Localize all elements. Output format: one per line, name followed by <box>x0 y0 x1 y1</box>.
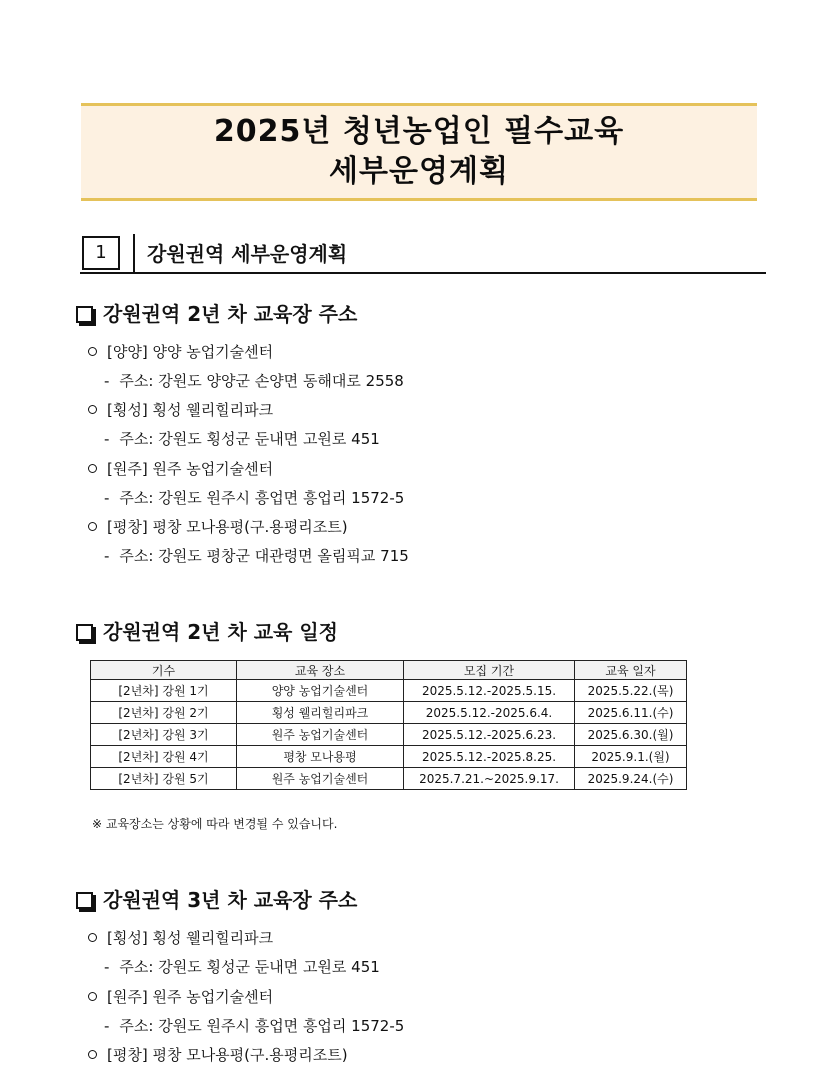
table-cell: 원주 농업기술센터 <box>237 768 404 790</box>
table-row <box>91 746 687 768</box>
year2-schedule-heading-text: 강원권역 2년 차 교육 일정 <box>103 620 338 644</box>
section-header <box>80 234 766 274</box>
list-item <box>104 487 404 509</box>
table-row <box>91 724 687 746</box>
list-item <box>104 545 409 567</box>
table-cell: [2년차] 강원 4기 <box>91 746 237 768</box>
column-header: 모집 기간 <box>404 661 575 680</box>
list-item <box>88 458 273 480</box>
table-cell: 양양 농업기술센터 <box>237 680 404 702</box>
column-header: 교육 일자 <box>575 661 687 680</box>
site-name: [원주] 원주 농업기술센터 <box>107 460 274 478</box>
section-number: 1 <box>82 236 120 270</box>
table-row <box>91 680 687 702</box>
list-item <box>88 341 273 363</box>
schedule-table <box>90 660 687 790</box>
table-cell: [2년차] 강원 1기 <box>91 680 237 702</box>
table-cell: [2년차] 강원 2기 <box>91 702 237 724</box>
table-cell: 2025.5.12.-2025.6.23. <box>404 724 575 746</box>
site-address: 주소: 강원도 횡성군 둔내면 고원로 451 <box>119 958 380 976</box>
table-row <box>91 702 687 724</box>
dash-icon: - <box>104 489 110 507</box>
dash-icon: - <box>104 430 110 448</box>
site-address: 주소: 강원도 횡성군 둔내면 고원로 451 <box>119 430 380 448</box>
column-header: 교육 장소 <box>237 661 404 680</box>
table-cell: 2025.5.22.(목) <box>575 680 687 702</box>
table-cell: 횡성 웰리힐리파크 <box>237 702 404 724</box>
hollow-circle-icon <box>88 464 97 473</box>
hollow-circle-icon <box>88 522 97 531</box>
schedule-note: ※ 교육장소는 상황에 따라 변경될 수 있습니다. <box>92 817 338 831</box>
table-cell: 원주 농업기술센터 <box>237 724 404 746</box>
table-header-row <box>91 661 687 680</box>
site-name: [평창] 평창 모나용평(구.용평리조트) <box>107 1046 348 1064</box>
table-cell: 2025.6.30.(월) <box>575 724 687 746</box>
dash-icon: - <box>104 1017 110 1035</box>
list-item <box>104 370 404 392</box>
hollow-circle-icon <box>88 405 97 414</box>
year2-sites-heading-text: 강원권역 2년 차 교육장 주소 <box>103 302 358 326</box>
square-box-icon <box>76 624 93 641</box>
site-name: [원주] 원주 농업기술센터 <box>107 988 274 1006</box>
year2-schedule-heading <box>76 618 338 646</box>
hollow-circle-icon <box>88 1050 97 1059</box>
dash-icon: - <box>104 372 110 390</box>
hollow-circle-icon <box>88 933 97 942</box>
site-address: 주소: 강원도 평창군 대관령면 올림픽교 715 <box>119 547 409 565</box>
hollow-circle-icon <box>88 347 97 356</box>
list-item <box>104 956 380 978</box>
table-cell: 평창 모나용평 <box>237 746 404 768</box>
site-name: [양양] 양양 농업기술센터 <box>107 343 274 361</box>
site-name: [횡성] 횡성 웰리힐리파크 <box>107 401 274 419</box>
table-cell: 2025.5.12.-2025.6.4. <box>404 702 575 724</box>
list-item <box>88 986 273 1008</box>
site-name: [횡성] 횡성 웰리힐리파크 <box>107 929 274 947</box>
hollow-circle-icon <box>88 992 97 1001</box>
year2-sites-heading <box>76 300 357 328</box>
square-box-icon <box>76 892 93 909</box>
table-cell: 2025.5.12.-2025.8.25. <box>404 746 575 768</box>
table-cell: 2025.9.24.(수) <box>575 768 687 790</box>
table-cell: 2025.6.11.(수) <box>575 702 687 724</box>
list-item <box>88 516 348 538</box>
site-name: [평창] 평창 모나용평(구.용평리조트) <box>107 518 348 536</box>
site-address: 주소: 강원도 양양군 손양면 동해대로 2558 <box>119 372 404 390</box>
list-item <box>104 1015 404 1037</box>
section-title: 강원권역 세부운영계획 <box>147 242 348 266</box>
list-item <box>88 399 273 421</box>
year3-sites-heading <box>76 886 357 914</box>
dash-icon: - <box>104 958 110 976</box>
list-item <box>104 428 380 450</box>
title-line-1: 2025년 청년농업인 필수교육 <box>213 114 625 149</box>
table-cell: 2025.5.12.-2025.5.15. <box>404 680 575 702</box>
title-banner <box>81 103 757 201</box>
dash-icon: - <box>104 547 110 565</box>
table-cell: [2년차] 강원 5기 <box>91 768 237 790</box>
table-cell: 2025.7.21.~2025.9.17. <box>404 768 575 790</box>
year3-sites-heading-text: 강원권역 3년 차 교육장 주소 <box>103 888 358 912</box>
site-address: 주소: 강원도 원주시 흥업면 흥업리 1572-5 <box>119 1017 405 1035</box>
section-divider <box>133 234 135 272</box>
column-header: 기수 <box>91 661 237 680</box>
table-row <box>91 768 687 790</box>
list-item <box>88 1044 348 1066</box>
square-box-icon <box>76 306 93 323</box>
title-line-2: 세부운영계획 <box>329 154 509 189</box>
table-cell: 2025.9.1.(월) <box>575 746 687 768</box>
site-address: 주소: 강원도 원주시 흥업면 흥업리 1572-5 <box>119 489 405 507</box>
list-item <box>88 927 273 949</box>
table-cell: [2년차] 강원 3기 <box>91 724 237 746</box>
